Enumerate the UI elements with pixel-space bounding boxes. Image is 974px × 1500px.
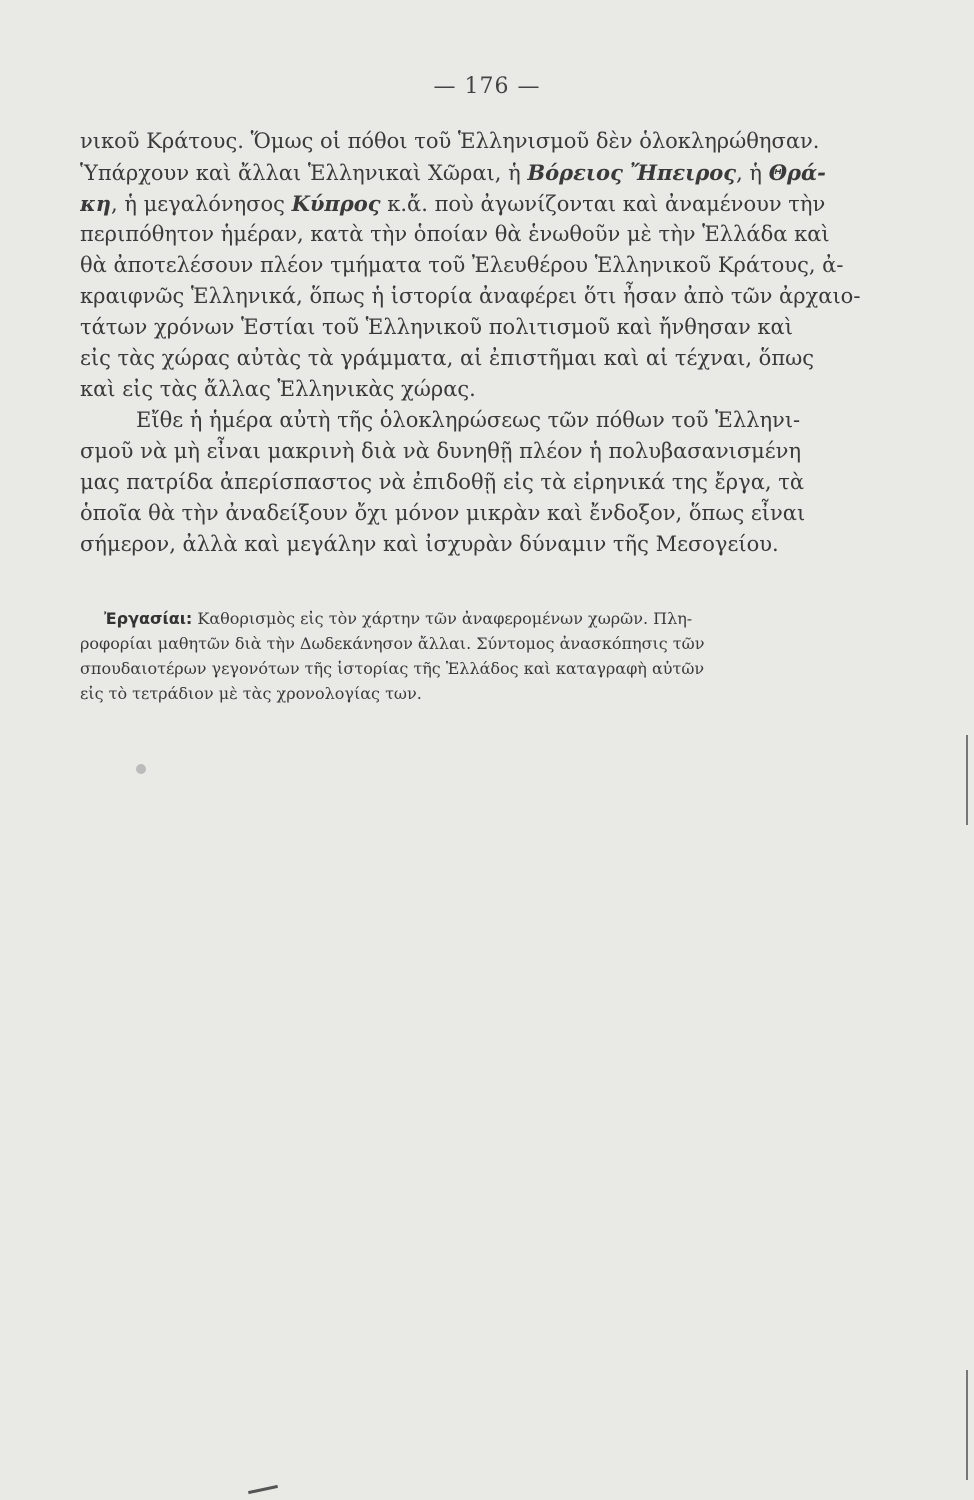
text-line: κραιφνῶς Ἑλληνικά, ὅπως ἡ ἱστορία ἀναφέρει ὅτι ἦσαν ἀπὸ τῶν ἀρχαιο- — [80, 284, 861, 308]
exercise-line: εἰς τὸ τετράδιον μὲ τὰς χρονολογίας των. — [80, 684, 422, 703]
exercises-label: Ἐργασίαι: — [104, 609, 193, 628]
text-line — [80, 157, 900, 188]
text-line: θὰ ἀποτελέσουν πλέον τμήματα τοῦ Ἐλευθέρου Ἑλληνικοῦ Κράτους, ἀ- — [80, 253, 844, 277]
text-line: τάτων χρόνων Ἑστίαι τοῦ Ἑλληνικοῦ πολιτισμοῦ καὶ ἤνθησαν καὶ — [80, 315, 793, 339]
text-segment: Ὑπάρχουν καὶ ἄλλαι Ἑλληνικαὶ Χῶραι, ἡ — [80, 161, 528, 185]
scan-edge-mark — [248, 1485, 278, 1494]
text-line: εἰς τὰς χώρας αὐτὰς τὰ γράμματα, αἱ ἐπιστῆμαι καὶ αἱ τέχναι, ὅπως — [80, 346, 815, 370]
text-line: μας πατρίδα ἀπερίσπαστος νὰ ἐπιδοθῇ εἰς τὰ εἰρηνικά της ἔργα, τὰ — [80, 470, 805, 494]
emphasis-kypros: Κύπρος — [291, 191, 381, 216]
scan-edge-line — [966, 735, 968, 825]
exercise-line: ροφορίαι μαθητῶν διὰ τὴν Δωδεκάνησον ἄλλαι. Σύντομος ἀνασκόπησις τῶν — [80, 634, 705, 653]
text-line: νικοῦ Κράτους. Ὅμως οἱ πόθοι τοῦ Ἑλληνισμοῦ δὲν ὁλοκληρώθησαν. — [80, 129, 820, 153]
text-line: καὶ εἰς τὰς ἄλλας Ἑλληνικὰς χώρας. — [80, 377, 476, 401]
text-line: σήμερον, ἀλλὰ καὶ μεγάλην καὶ ἰσχυρὰν δύναμιν τῆς Μεσογείου. — [80, 532, 779, 556]
text-line: περιπόθητον ἡμέραν, κατὰ τὴν ὁποίαν θὰ ἑνωθοῦν μὲ τὴν Ἑλλάδα καὶ — [80, 222, 830, 246]
main-text — [80, 126, 900, 560]
exercise-line: σπουδαιοτέρων γεγονότων τῆς ἱστορίας τῆς Ἑλλάδος καὶ καταγραφὴ αὐτῶν — [80, 659, 705, 678]
text-segment: , ἡ μεγαλόνησος — [111, 192, 292, 216]
text-segment: , ἡ — [736, 161, 769, 185]
text-segment: Καθορισμὸς εἰς τὸν χάρτην τῶν ἀναφερομένων χωρῶν. Πλη- — [192, 609, 693, 628]
page-number: — 176 — — [433, 74, 541, 99]
text-segment: κ.ἄ. ποὺ ἀγωνίζονται καὶ ἀναμένουν τὴν — [380, 192, 826, 216]
text-line — [80, 188, 900, 219]
text-line: σμοῦ νὰ μὴ εἶναι μακρινὴ διὰ νὰ δυνηθῇ πλέον ἡ πολυβασανισμένη — [80, 439, 802, 463]
text-line: ὁποῖα θὰ τὴν ἀναδείξουν ὄχι μόνον μικρὰν καὶ ἔνδοξον, ὅπως εἶναι — [80, 501, 806, 525]
emphasis-thraki: Θρά- — [768, 160, 826, 185]
emphasis-voreios-ipeiros: Βόρειος Ἤπειρος — [527, 160, 737, 185]
exercise-line — [80, 606, 900, 631]
exercises-section — [80, 606, 900, 706]
scan-edge-line — [966, 1370, 968, 1480]
scan-speck — [136, 764, 146, 774]
text-line: Εἴθε ἡ ἡμέρα αὐτὴ τῆς ὁλοκληρώσεως τῶν πόθων τοῦ Ἑλληνι- — [136, 408, 801, 432]
emphasis-thraki-end: κη — [80, 191, 112, 216]
